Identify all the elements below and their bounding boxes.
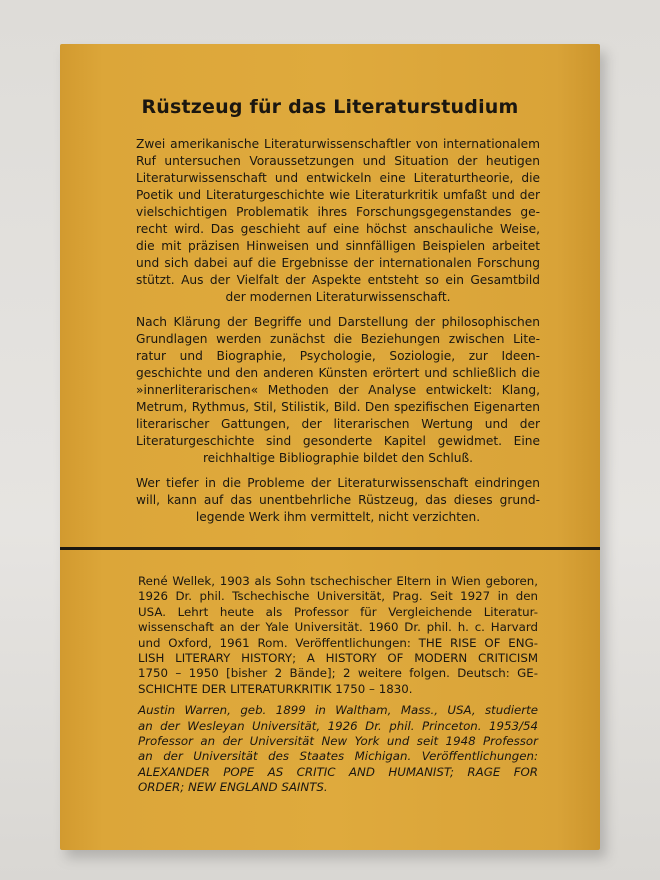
blurb-paragraph-1 — [136, 136, 540, 306]
text-line: Zwei amerikanische Literaturwissenschaftler von internationalem — [136, 137, 540, 151]
text-line: USA. Lehrt heute als Professor für Vergleichende Literatur- — [138, 604, 538, 619]
text-line: und sich dabei auf die Ergebnisse der internationalen Forschung — [136, 256, 540, 270]
text-line: der modernen Literaturwissenschaft. — [225, 290, 451, 304]
text-line: Metrum, Rythmus, Stil, Stilistik, Bild. Den spezifischen Eigenarten — [136, 400, 540, 414]
text-line: ratur und Biographie, Psychologie, Soziologie, zur Ideen- — [136, 349, 540, 363]
text-line: Poetik und Literaturgeschichte wie Literaturkritik umfaßt und der — [136, 188, 540, 202]
text-line: Wer tiefer in die Probleme der Literaturwissenschaft eindringen — [136, 476, 540, 490]
blurb-paragraph-2 — [136, 314, 540, 467]
text-line: LISH LITERARY HISTORY; A HISTORY OF MODERN CRITICISM — [138, 650, 538, 665]
text-line: ALEXANDER POPE AS CRITIC AND HUMANIST; RAGE FOR — [138, 764, 538, 779]
blurb-paragraph-3 — [136, 475, 540, 526]
text-line: an der Wesleyan Universität, 1926 Dr. phil. Princeton. 1953/54 — [138, 718, 538, 733]
text-line: die mit präzisen Hinweisen und sinnfälligen Beispielen arbeitet — [136, 239, 540, 253]
text-line: vielschichtigen Problematik ihres Forschungsgegenstandes ge- — [136, 205, 540, 219]
text-line: Austin Warren, geb. 1899 in Waltham, Mass., USA, studierte — [138, 703, 538, 718]
text-line: stützt. Aus der Vielfalt der Aspekte entsteht so ein Gesamtbild — [136, 273, 540, 287]
text-line: Literaturwissenschaft und entwickeln eine Literaturtheorie, die — [136, 171, 540, 185]
text-line: legende Werk ihm vermittelt, nicht verzichten. — [195, 510, 481, 524]
text-line: Nach Klärung der Begriffe und Darstellung der philosophischen — [136, 315, 540, 329]
bio-wellek — [138, 574, 538, 697]
text-line: recht wird. Das geschieht auf eine höchst anschauliche Weise, — [136, 222, 540, 236]
divider-rule — [60, 547, 600, 550]
text-line: Grundlagen werden zunächst die Beziehungen zwischen Lite- — [136, 332, 540, 346]
book-back-cover — [60, 44, 600, 850]
cover-title: Rüstzeug für das Literaturstudium — [141, 96, 519, 118]
text-line: wissenschaft an der Yale Universität. 1960 Dr. phil. h. c. Harvard — [138, 620, 538, 635]
text-line: Professor an der Universität New York und seit 1948 Professor — [138, 733, 538, 748]
text-line: literarischer Gattungen, der literarischen Wertung und der — [136, 417, 540, 431]
text-line: an der Universität des Staates Michigan. Veröffentlichungen: — [138, 749, 538, 764]
bio-warren — [138, 703, 538, 795]
text-line: »innerliterarischen« Methoden der Analyse entwickelt: Klang, — [136, 383, 540, 397]
author-bios — [138, 574, 538, 795]
blurb-text — [136, 136, 540, 534]
text-line: und Oxford, 1961 Rom. Veröffentlichungen: THE RISE OF ENG- — [138, 635, 538, 650]
text-line: Ruf untersuchen Voraussetzungen und Situation der heutigen — [136, 154, 540, 168]
text-line: 1750 – 1950 [bisher 2 Bände]; 2 weitere folgen. Deutsch: GE- — [138, 666, 538, 681]
text-line: ORDER; NEW ENGLAND SAINTS. — [138, 780, 328, 795]
text-line: SCHICHTE DER LITERATURKRITIK 1750 – 1830. — [138, 681, 413, 696]
text-line: Literaturgeschichte sind gesonderte Kapitel gewidmet. Eine — [136, 434, 540, 448]
text-line: René Wellek, 1903 als Sohn tschechischer Eltern in Wien geboren, — [138, 574, 538, 588]
text-line: 1926 Dr. phil. Tschechische Universität, Prag. Seit 1927 in den — [138, 589, 538, 604]
text-line: will, kann auf das unentbehrliche Rüstzeug, das dieses grund- — [136, 493, 540, 507]
text-line: geschichte und den anderen Künsten erörtert und schließlich die — [136, 366, 540, 380]
text-line: reichhaltige Bibliographie bildet den Schluß. — [202, 451, 474, 465]
